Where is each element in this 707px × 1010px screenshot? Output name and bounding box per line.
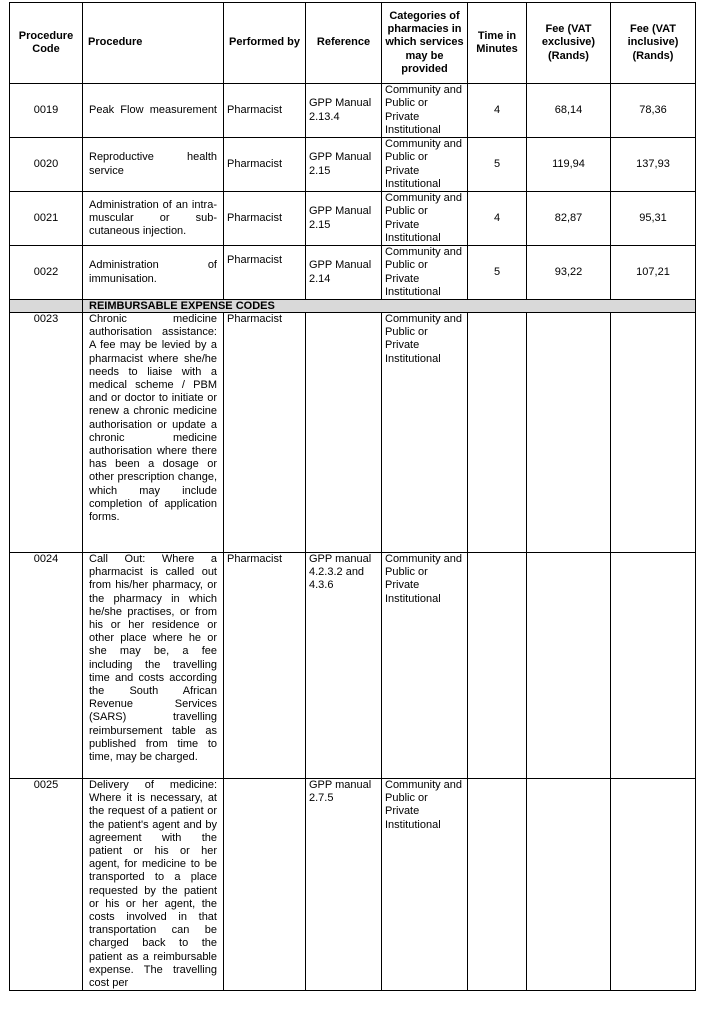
reimbursable-expenses: [10, 300, 696, 991]
fee-vat-exclusive: 82,87: [527, 192, 611, 246]
performed-by: Pharmacist: [224, 138, 306, 192]
table-row: [10, 84, 696, 138]
header-reference: Reference: [306, 3, 382, 84]
procedure-code: 0021: [10, 192, 83, 246]
table-row: [10, 313, 696, 553]
header-categories: Categories of pharmacies in which services may be provided: [382, 3, 468, 84]
procedure-code: 0022: [10, 246, 83, 300]
procedure-description: Chronic medicine authorisation assistance: A fee may be levied by a pharmacist where she/he needs to liaise with a medical scheme / PBM and or doctor to initiate or renew a chronic medicine authorisation or update a chronic medicine authorisation where there has been a dosage or other prescription change, which may include completion of application forms.: [83, 313, 224, 553]
reference: GPP Manual 2.15: [306, 138, 382, 192]
performed-by: Pharmacist: [224, 313, 306, 553]
table-row: [10, 553, 696, 779]
pharmacy-categories: Community and Public or Private Institutional: [382, 553, 468, 779]
procedure-description: Peak Flow measurement: [83, 84, 224, 138]
procedure-code: 0023: [10, 313, 83, 553]
time-minutes: 5: [468, 138, 527, 192]
table-row: [10, 779, 696, 991]
header-procedure: Procedure: [83, 3, 224, 84]
performed-by: Pharmacist: [224, 246, 306, 300]
fee-vat-inclusive: [611, 553, 696, 779]
fee-vat-exclusive: [527, 553, 611, 779]
fee-vat-exclusive: [527, 313, 611, 553]
table-row: [10, 138, 696, 192]
pharmacy-categories: Community and Public or Private Institutional: [382, 313, 468, 553]
fee-vat-inclusive: [611, 313, 696, 553]
pharmacy-categories: Community and Public or Private Institutional: [382, 138, 468, 192]
reference: GPP Manual 2.14: [306, 246, 382, 300]
procedure-description: Call Out: Where a pharmacist is called out from his/her pharmacy, or the pharmacy in which he/she practises, or from his or her residence or other place where he or she may be, a fee including the travelling time and costs according the South African Revenue Services (SARS) travelling reimbursement table as published from time to time, may be charged.: [83, 553, 224, 779]
pharmacy-categories: Community and Public or Private Institutional: [382, 192, 468, 246]
reference: GPP Manual 2.15: [306, 192, 382, 246]
header-time: Time in Minutes: [468, 3, 527, 84]
header-fee-excl: Fee (VAT exclusive) (Rands): [527, 3, 611, 84]
procedure-code: 0025: [10, 779, 83, 991]
header-fee-incl: Fee (VAT inclusive) (Rands): [611, 3, 696, 84]
fee-vat-inclusive: 137,93: [611, 138, 696, 192]
header-row: [10, 3, 696, 84]
time-minutes: [468, 779, 527, 991]
pharmacy-categories: Community and Public or Private Institutional: [382, 84, 468, 138]
section-title: REIMBURSABLE EXPENSE CODES: [83, 300, 696, 313]
performed-by: Pharmacist: [224, 192, 306, 246]
pharmacy-categories: Community and Public or Private Institutional: [382, 246, 468, 300]
priced-procedures: [10, 84, 696, 300]
table-row: [10, 246, 696, 300]
fee-vat-exclusive: 68,14: [527, 84, 611, 138]
fee-vat-inclusive: [611, 779, 696, 991]
procedure-description: Administration of immunisation.: [83, 246, 224, 300]
section-header-row: [10, 300, 696, 313]
performed-by: Pharmacist: [224, 553, 306, 779]
reference: GPP Manual 2.13.4: [306, 84, 382, 138]
time-minutes: 5: [468, 246, 527, 300]
reference: [306, 313, 382, 553]
fee-vat-exclusive: 119,94: [527, 138, 611, 192]
section-spacer: [10, 300, 83, 313]
procedure-code: 0019: [10, 84, 83, 138]
fee-vat-inclusive: 95,31: [611, 192, 696, 246]
procedure-description: Reproductive health service: [83, 138, 224, 192]
fee-vat-inclusive: 107,21: [611, 246, 696, 300]
time-minutes: 4: [468, 84, 527, 138]
performed-by: Pharmacist: [224, 84, 306, 138]
pharmacy-categories: Community and Public or Private Institutional: [382, 779, 468, 991]
header-procedure-code: Procedure Code: [10, 3, 83, 84]
procedure-description: Administration of an intra-muscular or sub-cutaneous injection.: [83, 192, 224, 246]
performed-by: [224, 779, 306, 991]
fee-vat-exclusive: 93,22: [527, 246, 611, 300]
reference: GPP manual 2.7.5: [306, 779, 382, 991]
fee-vat-inclusive: 78,36: [611, 84, 696, 138]
time-minutes: [468, 553, 527, 779]
time-minutes: [468, 313, 527, 553]
procedure-description: Delivery of medicine: Where it is necessary, at the request of a patient or the patient's agent and by agreement with the patient or his or her agent, for medicine to be transported to a place requested by the patient or his or her agent, the costs involved in that transportation can be charged back to the patient as a reimbursable expense. The travelling cost per: [83, 779, 224, 991]
table-row: [10, 192, 696, 246]
procedure-code: 0020: [10, 138, 83, 192]
reference: GPP manual 4.2.3.2 and 4.3.6: [306, 553, 382, 779]
procedure-code: 0024: [10, 553, 83, 779]
time-minutes: 4: [468, 192, 527, 246]
header-performed-by: Performed by: [224, 3, 306, 84]
fee-schedule-table: [9, 2, 696, 991]
fee-vat-exclusive: [527, 779, 611, 991]
